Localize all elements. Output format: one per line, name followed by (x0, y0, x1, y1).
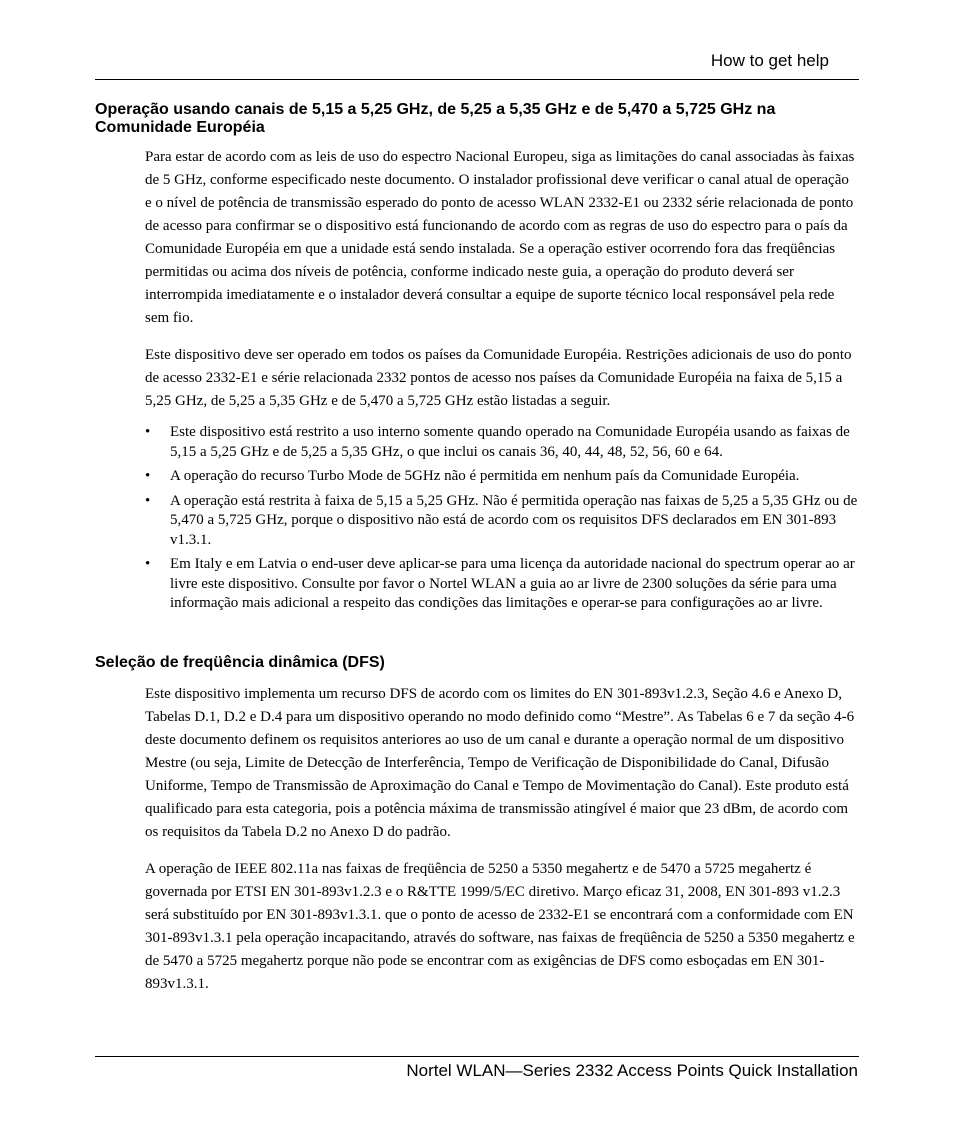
list-item-text: A operação do recurso Turbo Mode de 5GHz não é permitida em nenhum país da Comunidade Européia. (170, 468, 800, 484)
section-heading-dfs: Seleção de freqüência dinâmica (DFS) (95, 654, 385, 671)
list-item-text: Em Italy e em Latvia o end-user deve aplicar-se para uma licença da autoridade nacional do spectrum operar ao ar livre este dispositivo. Consulte por favor o Nortel WLAN a guia ao ar livre de 2300 soluções da série para uma informação mais adicional a respeito das condições das limitações e operar-se para configurações ao ar livre. (170, 556, 855, 611)
header-rule (95, 79, 859, 80)
section-heading-european-channels: Operação usando canais de 5,15 a 5,25 GHz, de 5,25 a 5,35 GHz e de 5,470 a 5,725 GHz na Comunidade Européia (95, 101, 776, 136)
list-item (145, 423, 859, 462)
list-item-text: Este dispositivo está restrito a uso interno somente quando operado na Comunidade Européia usando as faixas de 5,15 a 5,25 GHz e de 5,25 a 5,35 GHz, o que inclui os canais 36, 40, 44, 48, 52, 56, 60 e 64. (170, 424, 850, 460)
list-item-text: A operação está restrita à faixa de 5,15 a 5,25 GHz. Não é permitida operação nas faixas de 5,25 a 5,35 GHz ou de 5,470 a 5,725 GHz, porque o dispositivo não está de acordo com os requisitos DFS declarados em EN 301-893 v1.3.1. (170, 492, 858, 548)
bullet-icon: • (145, 492, 151, 509)
body-paragraph: A operação de IEEE 802.11a nas faixas de freqüência de 5250 a 5350 megahertz e de 5470 a 5725 megahertz é governada por ETSI EN 301-893v1.2.3 e o R&TTE 1999/5/EC diretivo. Março eficaz 31, 2008, EN 301-893 v1.2.3 será substituído por EN 301-893v1.3.1. que o ponto de acesso de 2332-E1 se encontrará com a conformidade com EN 301-893v1.3.1 pela operação incapacitando, através do software, nas faixas de freqüência de 5250 a 5350 megahertz e de 5470 a 5725 megahertz porque não pode se encontrar com as exigências de DFS como esboçadas em EN 301-893v1.3.1. (145, 861, 855, 992)
body-paragraph: Este dispositivo implementa um recurso DFS de acordo com os limites do EN 301-893v1.2.3, Seção 4.6 e Anexo D, Tabelas D.1, D.2 e D.4 para um dispositivo operando no modo definido como “Mestre”. As Tabelas 6 e 7 da seção 4-6 deste documento definem os requisitos anteriores ao uso de um canal e durante a operação normal de um dispositivo Mestre (ou seja, Limite de Detecção de Interferência, Tempo de Verificação de Disponibilidade do Canal, Difusão Uniforme, Tempo de Transmissão de Aproximação do Canal e Tempo de Movimentação do Canal). Este produto está qualificado para esta categoria, pois a potência máxima de transmissão atingível é maior que 23 dBm, de acordo com os requisitos da Tabela D.2 no Anexo D do padrão. (145, 686, 855, 840)
body-paragraph: Este dispositivo deve ser operado em todos os países da Comunidade Européia. Restrições adicionais de uso do ponto de acesso 2332-E1 e série relacionada 2332 pontos de acesso nos países da Comunidade Européia na faixa de 5,15 a 5,25 GHz, de 5,25 a 5,35 GHz e de 5,470 a 5,725 GHz estão listadas a seguir. (145, 347, 852, 409)
list-item (145, 555, 859, 614)
footer-rule (95, 1056, 859, 1057)
restriction-list (145, 423, 859, 619)
footer-title: Nortel WLAN—Series 2332 Access Points Quick Installation (406, 1061, 858, 1080)
bullet-icon: • (145, 556, 151, 572)
list-item (145, 492, 859, 551)
list-item (145, 467, 859, 487)
bullet-icon: • (145, 468, 151, 484)
bullet-icon: • (145, 424, 151, 440)
body-paragraph: Para estar de acordo com as leis de uso do espectro Nacional Europeu, siga as limitações do canal associadas às faixas de 5 GHz, conforme especificado neste documento. O instalador profissional deve verificar o canal atual de operação e o nível de potência de transmissão esperado do ponto de acesso WLAN 2332-E1 ou 2332 série relacionada de ponto de acesso para confirmar se o dispositivo está funcionando de acordo com as regras de uso do espectro para o país da Comunidade Européia em que a unidade está sendo instalada. Se a operação estiver ocorrendo fora das freqüências permitidas ou acima dos níveis de potência, conforme indicado neste guia, a operação do produto deverá ser interrompida imediatamente e o instalador deverá consultar a equipe de suporte técnico local responsável pela rede sem fio. (145, 149, 855, 326)
header-title: How to get help (710, 51, 829, 70)
